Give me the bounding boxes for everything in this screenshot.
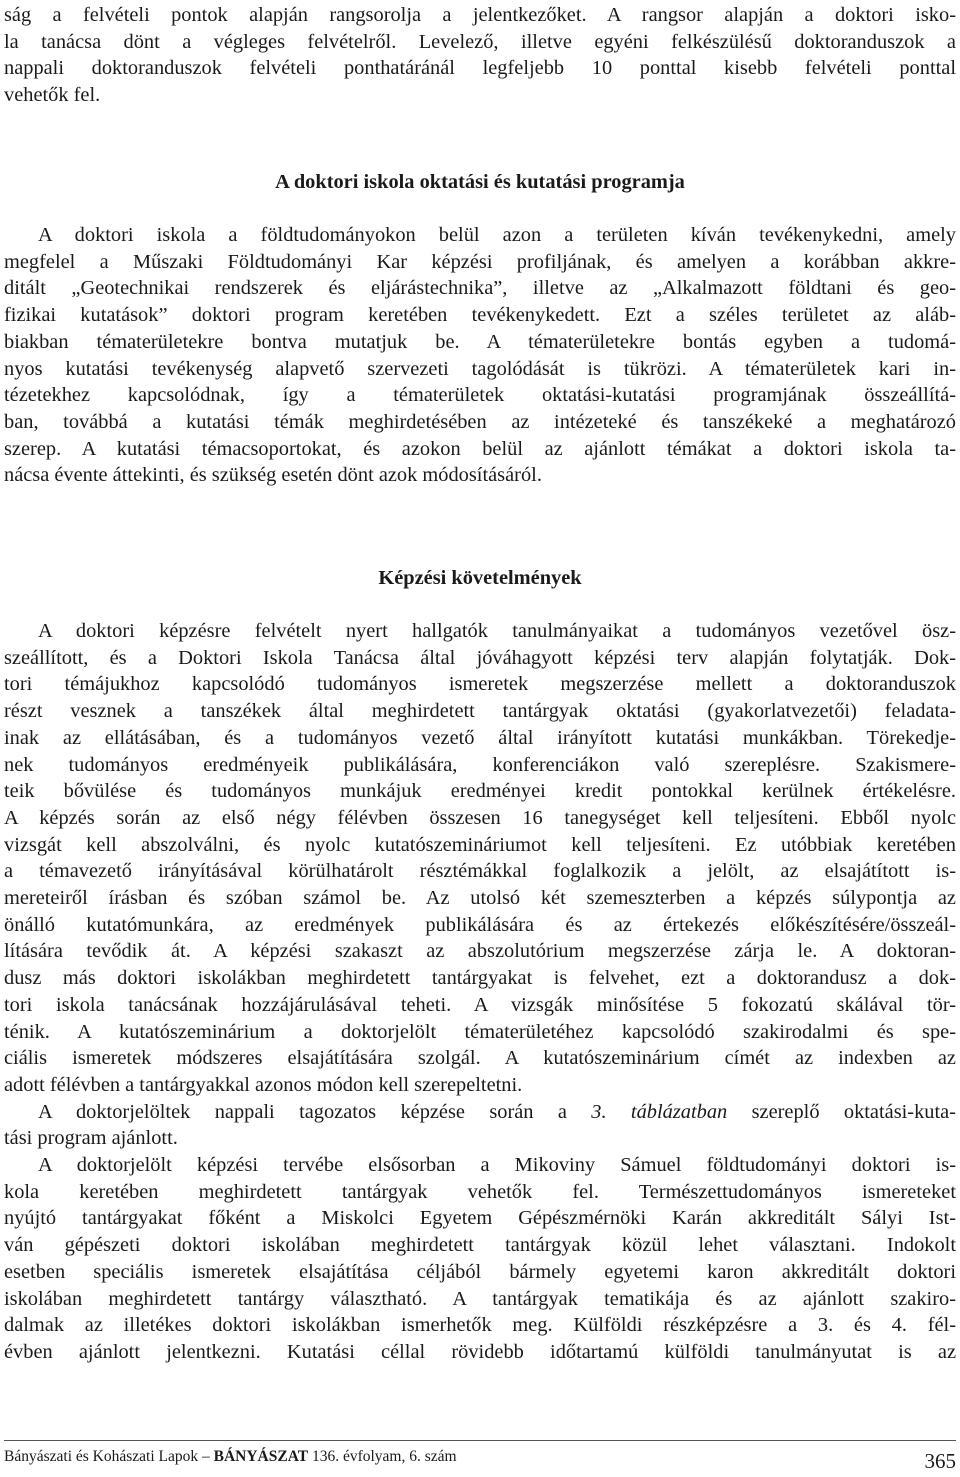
text-line: vizsgát kell abszolválni, és nyolc kutatószemináriumot kell teljesíteni. Ez utóbbiak keretében: [4, 833, 956, 856]
text-line: nyújtó tantárgyakat főként a Miskolci Egyetem Gépészmérnöki Karán akkreditált Sályi Ist-: [4, 1207, 956, 1230]
page-footer: [4, 1446, 956, 1468]
text-line: ban, továbbá a kutatási témák meghirdetésében az intézeteké és tanszékeké a meghatározó: [4, 410, 956, 433]
text-line: teik bővülése és tudományos munkájuk eredményei kredit pontokkal kerülnek értékelésre.: [4, 780, 956, 803]
text-line: A doktori képzésre felvételt nyert hallgatók tanulmányaikat a tudományos vezetővel ösz-: [38, 620, 956, 642]
text-line: tori témájukhoz kapcsolódó tudományos ismeretek megszerzése mellett a doktoranduszok: [4, 673, 956, 696]
text-run: A doktorjelöltek nappali tagozatos képzése során a: [38, 1100, 592, 1123]
text-line: inak az ellátásában, és a tudományos vezető által irányított kutatási munkákban. Törekedje-: [4, 726, 956, 749]
text-line: ván gépészeti doktori iskolában meghirdetett tantárgyak közül lehet választani. Indokolt: [4, 1234, 956, 1257]
text-line: vehetők fel.: [4, 84, 101, 107]
footer-divider: [4, 1440, 956, 1441]
text-line: nappali doktoranduszok felvételi ponthatáránál legfeljebb 10 ponttal kisebb felvételi ponttal: [4, 57, 956, 80]
text-line: A képzés során az első négy félévben összesen 16 tanegységet kell teljesíteni. Ebből nyolc: [4, 806, 956, 829]
intro-paragraph: [4, 2, 956, 109]
program-paragraph: [4, 222, 956, 489]
text-line: kola keretében meghirdetett tantárgyak vehetők fel. Természettudományos ismereteket: [4, 1180, 956, 1203]
journal-section: BÁNYÁSZAT: [213, 1448, 309, 1465]
text-line: la tanácsa dönt a végleges felvételről. Levelező, illetve egyéni felkészülésű doktoranduszok a: [4, 30, 956, 53]
section-heading-program: A doktori iskola oktatási és kutatási programja: [275, 171, 685, 193]
text-line: szerep. A kutatási témacsoportokat, és azokon belül az ajánlott témákat a doktori iskola ta-: [4, 437, 956, 460]
text-line: biakban tématerületekre bontva mutatjuk be. A tématerületekre bontás egyben a tudomá-: [4, 330, 956, 353]
text-line: esetben speciális ismeretek elsajátítása céljából bármely egyetemi karon akkreditált doktori: [4, 1260, 956, 1283]
text-line: nácsa évente áttekinti, és szükség esetén dönt azok módosításáról.: [4, 464, 542, 487]
text-line-with-reference: [4, 1099, 956, 1126]
text-line: részt vesznek a tanszékek által meghirdetett tantárgyak oktatási (gyakorlatvezetői) feladata-: [4, 700, 956, 723]
text-line: adott félévben a tantárgyakkal azonos módon kell szerepeltetni.: [4, 1073, 523, 1096]
text-line: dalmak az illetékes doktori iskolákban ismerhetők meg. Külföldi részképzésre a 3. és 4. fél-: [4, 1314, 956, 1337]
page-number: 365: [924, 1449, 956, 1473]
journal-issue: 136. évfolyam, 6. szám: [308, 1448, 457, 1465]
text-line: a témavezető irányításával körülhatárolt résztémákkal foglalkozik a jelölt, az elsajátított is-: [4, 860, 956, 883]
text-line: A doktori iskola a földtudományokon belül azon a területen kíván tevékenykedni, amely: [38, 224, 956, 246]
table-reference: 3. táblázatban: [591, 1100, 728, 1123]
journal-name: Bányászati és Kohászati Lapok –: [4, 1448, 214, 1465]
text-line: évben ajánlott jelentkezni. Kutatási céllal rövidebb időtartamú külföldi tanulmányutat is az: [4, 1340, 956, 1363]
text-line: A doktorjelölt képzési tervébe elsősorban a Mikoviny Sámuel földtudományi doktori is-: [38, 1154, 956, 1177]
text-line: tézetekhez kapcsolódnak, így a tématerületek oktatási-kutatási programjának összeállítá-: [4, 384, 956, 407]
text-line: nek tudományos eredményeik publikálására, konferenciákon való szereplésre. Szakismere-: [4, 753, 956, 776]
text-line: tási program ajánlott.: [4, 1127, 178, 1150]
text-line: ciális ismeretek módszeres elsajátítására szolgál. A kutatószeminárium címét az indexben az: [4, 1047, 956, 1070]
text-line: ténik. A kutatószeminárium a doktorjelölt tématerületéhez kapcsolódó szakirodalmi és spe-: [4, 1020, 956, 1043]
text-run: szereplő oktatási-kuta-: [727, 1100, 956, 1123]
text-line: mereteiről írásban és szóban számol be. Az utolsó két szemeszterben a képzés súlypontja az: [4, 887, 956, 910]
text-line: nyos kutatási tevékenység alapvető szervezeti tagolódását is tükrözi. A tématerületek kari in-: [4, 357, 956, 380]
text-line: tori iskola tanácsának hozzájárulásával teheti. A vizsgák minősítése 5 fokozatú skálával tör-: [4, 993, 956, 1016]
text-line: szeállított, és a Doktori Iskola Tanácsa által jóváhagyott képzési terv alapján folytatják. Dok-: [4, 646, 956, 669]
text-line: ság a felvételi pontok alapján rangsorolja a jelentkezőket. A rangsor alapján a doktori isko-: [4, 4, 956, 26]
text-line: önálló kutatómunkára, az eredmények publikálására és az értekezés előkészítésére/összeál-: [4, 913, 956, 936]
text-line: lítására tevődik át. A képzési szakaszt az abszolutórium megszerzése zárja le. A doktoran-: [4, 940, 956, 963]
text-line: ditált „Geotechnikai rendszerek és eljárástechnika”, illetve az „Alkalmazott földtani és geo-: [4, 277, 956, 300]
text-line: iskolában meghirdetett tantárgy választható. A tantárgyak tematikája és az ajánlott szakiro-: [4, 1287, 956, 1310]
text-line: dusz más doktori iskolákban meghirdetett tantárgyakat is felvehet, ezt a doktorandusz a dok-: [4, 967, 956, 990]
text-line: megfelel a Műszaki Földtudományi Kar képzési profiljának, és amelyen a korábban akkre-: [4, 250, 956, 273]
text-line: fizikai kutatások” doktori program keretében tevékenykedett. Ezt a széles területet az aláb-: [4, 304, 956, 327]
section-heading-requirements: Képzési követelmények: [378, 567, 582, 589]
requirements-paragraph: [4, 618, 956, 1366]
